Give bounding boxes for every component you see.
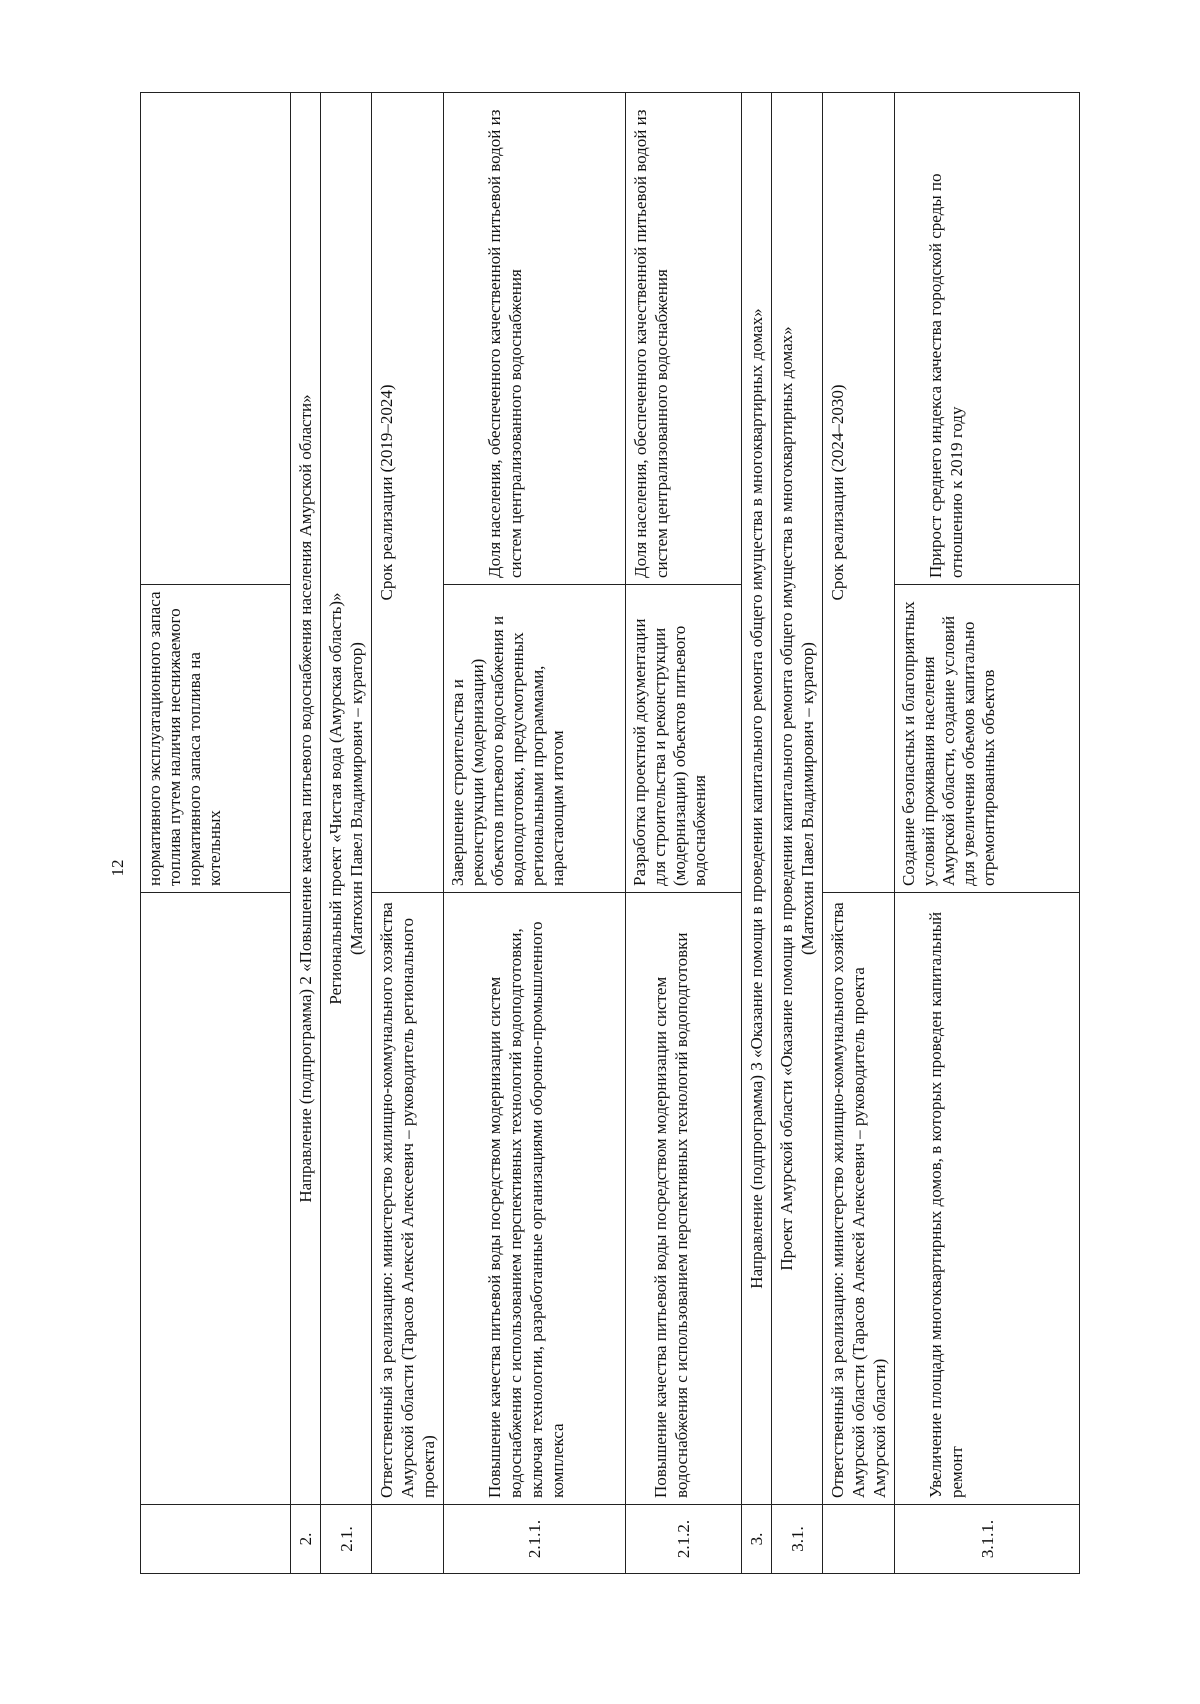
direction-title: Направление (подпрограмма) 3 «Оказание помощи в проведении капитального ремонта общего имущества в многоквартирных домах» bbox=[742, 93, 772, 1505]
row-number: 3. bbox=[742, 1505, 772, 1574]
direction-row bbox=[291, 93, 321, 1574]
project-curator: (Матюхин Павел Владимирович – куратор) bbox=[347, 642, 366, 955]
row-number bbox=[141, 1505, 291, 1574]
table-row bbox=[895, 93, 1080, 1574]
task-cell: Создание безопасных и благоприятных условий проживания населения Амурской области, создание условий для увеличения объемов капитально отремонтированных объектов bbox=[895, 585, 1080, 893]
row-number: 2. bbox=[291, 1505, 321, 1574]
project-name: Проект Амурской области «Оказание помощи в проведении капитального ремонта общего имущества в многоквартирных домах» bbox=[777, 326, 796, 1271]
table-row bbox=[626, 93, 742, 1574]
responsible-cell: Ответственный за реализацию: министерство жилищно-коммунального хозяйства Амурской области (Тарасов Алексей Алексеевич – руководитель регионального проекта) bbox=[372, 893, 444, 1505]
goal-cell bbox=[141, 893, 291, 1505]
row-number bbox=[823, 1505, 895, 1574]
goal-cell: Повышение качества питьевой воды посредством модернизации систем водоснабжения с использованием перспективных технологий водоподготовки, включая технологии, разработанные организациями оборонно-промышленного комплекса bbox=[444, 893, 626, 1505]
row-number: 2.1.1. bbox=[444, 1505, 626, 1574]
responsible-cell: Ответственный за реализацию: министерство жилищно-коммунального хозяйства Амурской области (Тарасов Алексей Алексеевич – руководитель проекта Амурской области) bbox=[823, 893, 895, 1505]
row-number: 3.1. bbox=[772, 1505, 823, 1574]
direction-title: Направление (подпрограмма) 2 «Повышение качества питьевого водоснабжения населения Амурской области» bbox=[291, 93, 321, 1505]
table-row bbox=[444, 93, 626, 1574]
task-cell: нормативного эксплуатационного запаса топлива путем наличия неснижаемого нормативного запаса топлива на котельных bbox=[141, 585, 291, 893]
row-number bbox=[372, 1505, 444, 1574]
project-row bbox=[772, 93, 823, 1574]
indicator-cell: Прирост среднего индекса качества городской среды по отношению к 2019 году bbox=[895, 93, 1080, 585]
project-title bbox=[321, 93, 372, 1505]
indicator-cell bbox=[141, 93, 291, 585]
implementation-period: Срок реализации (2024–2030) bbox=[823, 93, 895, 893]
task-cell: Завершение строительства и реконструкции (модернизации) объектов питьевого водоснабжения и водоподготовки, предусмотренных региональными программами, нарастающим итогом bbox=[444, 585, 626, 893]
task-cell: Разработка проектной документации для строительства и реконструкции (модернизации) объектов питьевого водоснабжения bbox=[626, 585, 742, 893]
row-number: 2.1. bbox=[321, 1505, 372, 1574]
responsible-row bbox=[372, 93, 444, 1574]
goal-cell: Повышение качества питьевой воды посредством модернизации систем водоснабжения с использованием перспективных технологий водоподготовки bbox=[626, 893, 742, 1505]
rotated-page-content bbox=[140, 93, 1057, 1574]
project-curator: (Матюхин Павел Владимирович – куратор) bbox=[798, 642, 817, 955]
project-row bbox=[321, 93, 372, 1574]
direction-row bbox=[742, 93, 772, 1574]
responsible-row bbox=[823, 93, 895, 1574]
page-number: 12 bbox=[108, 859, 127, 877]
implementation-period: Срок реализации (2019–2024) bbox=[372, 93, 444, 893]
goal-cell: Увеличение площади многоквартирных домов, в которых проведен капитальный ремонт bbox=[895, 893, 1080, 1505]
row-number: 3.1.1. bbox=[895, 1505, 1080, 1574]
project-name: Региональный проект «Чистая вода (Амурская область)» bbox=[326, 592, 345, 1005]
project-title bbox=[772, 93, 823, 1505]
indicator-cell: Доля населения, обеспеченного качественной питьевой водой из систем централизованного водоснабжения bbox=[626, 93, 742, 585]
table-row bbox=[141, 93, 291, 1574]
indicator-cell: Доля населения, обеспеченного качественной питьевой водой из систем централизованного водоснабжения bbox=[444, 93, 626, 585]
program-table bbox=[140, 92, 1080, 1574]
row-number: 2.1.2. bbox=[626, 1505, 742, 1574]
